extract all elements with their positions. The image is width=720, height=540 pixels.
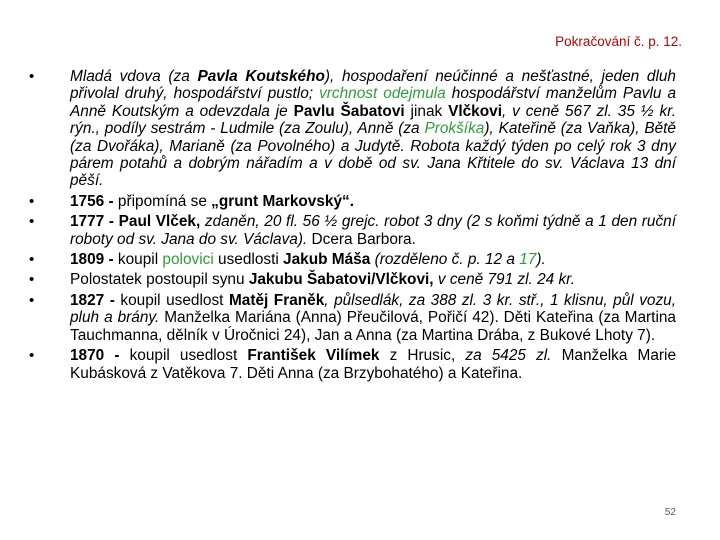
text-segment: 1756 - [70, 192, 118, 210]
text-segment: za 5425 zl. [465, 347, 552, 365]
text-segment: Manželka Mariána (Anna) Přeučilová, Pořičí 42). Děti Kateřina (za Martina Tauchmanna, dělník v Úročnici 24), Jan a Anna (za Martina Drába, z Bukové Lhoty 7). [70, 309, 676, 344]
list-item [26, 251, 676, 268]
text-segment: Manželka Marie Kubásková z Vatěkova 7. Děti Anna (za Brzybohatého) a Kateřina. [70, 347, 677, 382]
text-segment: Pavlu Šabatovi [293, 102, 405, 120]
text-segment: Jakubu Šabatovi/Vlčkovi, [248, 271, 434, 289]
text-segment: koupil usedlost [129, 347, 248, 365]
text-segment: ), Kateřině (za Vaňka), Bětě (za Dvořáka), Marianě (za Povolného) a Judytě. Robota každý týden po celý rok 3 dny párem potahů a dobrým nářadím a v době od sv. Jana Křtitele do sv. Václava 13 dní pěší. [70, 120, 676, 190]
text-segment: koupil [117, 251, 163, 269]
text-segment: 1870 - [70, 347, 130, 365]
bullet-icon: • [29, 291, 35, 309]
text-segment: „grunt Markovský“. [211, 192, 355, 210]
text-segment: 1827 - [70, 291, 121, 309]
text-segment: zdaněn, 20 fl. 56 ½ grejc. robot 3 dny (2 s koňmi týdně a 1 den ruční roboty od sv. Jana do sv. Václava). [70, 213, 676, 248]
bullet-icon: • [29, 213, 35, 231]
text-segment: polovici [162, 251, 214, 269]
text-segment: 17 [519, 251, 537, 269]
text-segment: 1809 - [70, 251, 118, 269]
text-segment: Vlčkovi [448, 102, 502, 120]
list-item [26, 213, 676, 248]
text-segment: jinak [404, 102, 449, 120]
bullet-icon: • [29, 192, 35, 210]
text-segment: (rozděleno č. p. 12 a [370, 251, 520, 269]
list-item [26, 292, 676, 344]
bullet-icon: • [29, 68, 35, 85]
text-segment: za 388 zl. 3 kr. stř., 1 klisnu, půl vozu, pluh a brány. [70, 291, 676, 327]
text-segment: Polostatek postoupil synu [70, 271, 249, 289]
text-segment: Mladá vdova (za [70, 68, 198, 85]
text-segment: Matěj Franěk [228, 291, 325, 309]
slide-title: Pokračování č. p. 12. [555, 34, 682, 49]
page-number: 52 [664, 507, 676, 518]
text-segment: ). [536, 251, 546, 269]
list-item [26, 68, 676, 190]
text-segment: Pavla Koutského [197, 68, 325, 85]
list-item [26, 347, 676, 382]
text-segment: , půlsedlák, [324, 291, 409, 309]
text-segment: vrchnost odejmula [319, 85, 446, 103]
text-segment: Prokšíka [424, 120, 485, 138]
bullet-icon: • [29, 347, 35, 365]
text-segment: koupil usedlost [120, 291, 229, 309]
bullet-list [26, 68, 676, 385]
text-segment: z Hrusic, [379, 347, 466, 365]
bullet-icon: • [29, 271, 35, 289]
list-item [26, 271, 676, 288]
text-segment: Dcera Barbora. [307, 230, 416, 248]
text-segment: připomíná se [117, 192, 212, 210]
text-segment: 1777 - Paul Vlček, [70, 213, 201, 231]
text-segment: ), hospodaření neúčinné a nešťastné, jeden dluh přivolal druhý, hospodářství pustlo; [70, 68, 676, 103]
text-segment: , v ceně 567 zl. 35 ½ kr. rýn., podíly sestrám - Ludmile (za Zoulu), Anně (za [70, 102, 676, 138]
text-segment: v ceně 791 zl. 24 kr. [433, 271, 576, 289]
list-item [26, 193, 676, 210]
text-segment: usedlosti [213, 251, 284, 269]
text-segment: František Vilímek [247, 347, 380, 365]
text-segment: hospodářství manželům Pavlu a Anně Koutským a odevzdala je [70, 85, 677, 120]
bullet-icon: • [29, 251, 35, 269]
text-segment: Jakub Máša [283, 251, 371, 269]
